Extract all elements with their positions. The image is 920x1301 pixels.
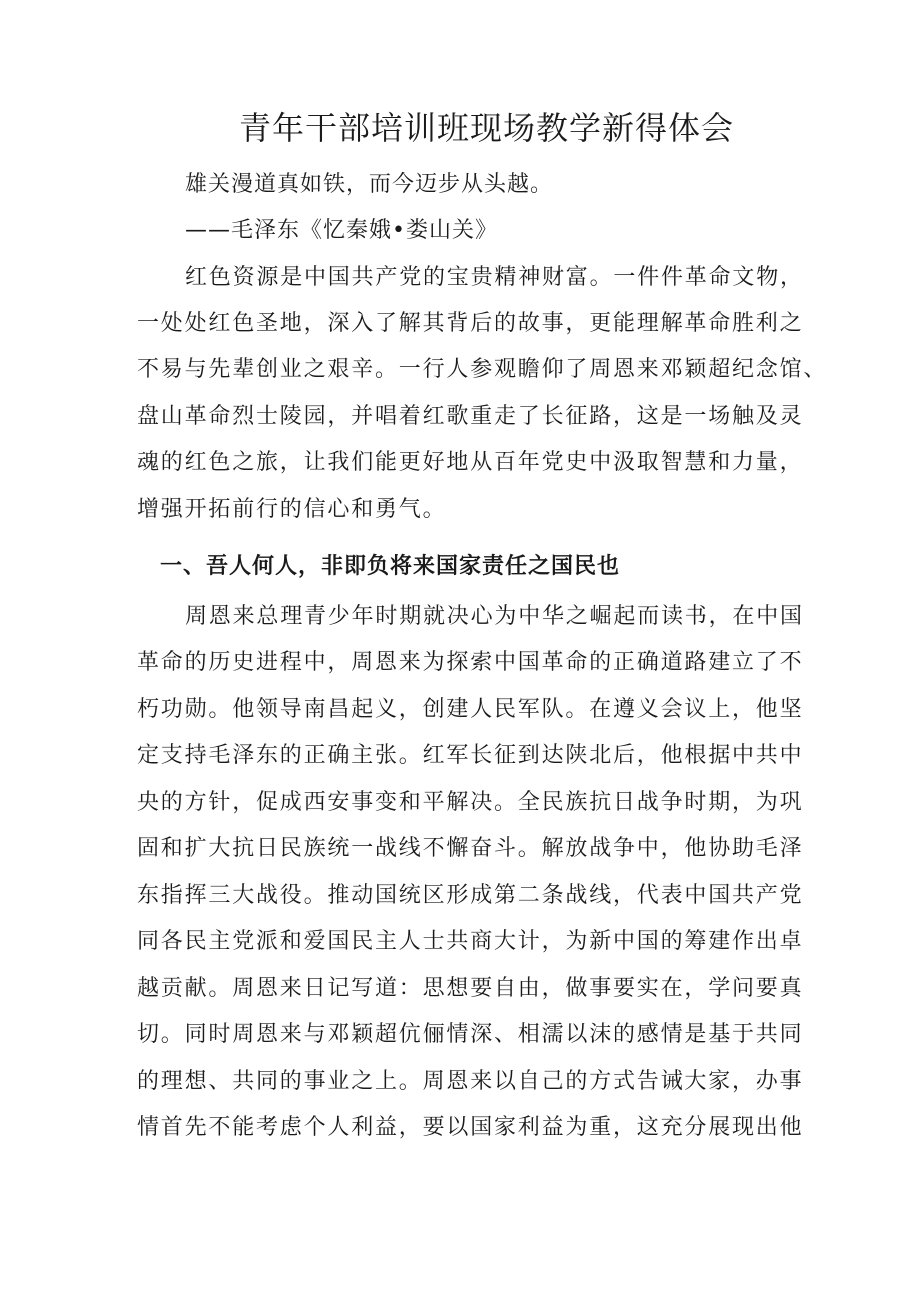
paragraph-line: 革命的历史进程中，周恩来为探索中国革命的正确道路建立了不 [137, 650, 804, 675]
epigraph-attribution: ——毛泽东《忆秦娥•娄山关》 [185, 218, 498, 243]
paragraph-line: 固和扩大抗日民族统一战线不懈奋斗。解放战争中，他协助毛泽 [137, 836, 804, 861]
paragraph-line: 越贡献。周恩来日记写道：思想要自由，做事要实在，学问要真 [137, 976, 804, 1001]
paragraph-line: 东指挥三大战役。推动国统区形成第二条战线，代表中国共产党 [137, 883, 804, 908]
paragraph-line: 情首先不能考虑个人利益，要以国家利益为重，这充分展现出他 [137, 1115, 804, 1140]
paragraph-line: 央的方针，促成西安事变和平解决。全民族抗日战争时期，为巩 [137, 790, 804, 815]
paragraph-line: 不易与先辈创业之艰辛。一行人参观瞻仰了周恩来邓颖超纪念馆、 [137, 357, 828, 382]
section-heading: 一、吾人何人，非即负将来国家责任之国民也 [160, 554, 621, 579]
paragraph-line: 朽功勋。他领导南昌起义，创建人民军队。在遵义会议上，他坚 [137, 697, 804, 722]
paragraph-line: 定支持毛泽东的正确主张。红军长征到达陕北后，他根据中共中 [137, 743, 804, 768]
paragraph-line: 同各民主党派和爱国民主人士共商大计，为新中国的筹建作出卓 [137, 929, 804, 954]
paragraph-line: 增强开拓前行的信心和勇气。 [137, 497, 447, 522]
paragraph-line: 魂的红色之旅，让我们能更好地从百年党史中汲取智慧和力量， [137, 450, 804, 475]
paragraph-line: 红色资源是中国共产党的宝贵精神财富。一件件革命文物， [185, 265, 804, 290]
document-title: 青年干部培训班现场教学新得体会 [238, 109, 734, 147]
paragraph-line: 切。同时周恩来与邓颖超伉俪情深、相濡以沫的感情是基于共同 [137, 1022, 804, 1047]
paragraph-line: 一处处红色圣地，深入了解其背后的故事，更能理解革命胜利之 [137, 311, 804, 336]
paragraph-line: 周恩来总理青少年时期就决心为中华之崛起而读书，在中国 [185, 604, 804, 629]
paragraph-line: 的理想、共同的事业之上。周恩来以自己的方式告诫大家，办事 [137, 1069, 804, 1094]
epigraph-verse: 雄关漫道真如铁，而今迈步从头越。 [185, 172, 554, 197]
paragraph-line: 盘山革命烈士陵园，并唱着红歌重走了长征路，这是一场触及灵 [137, 404, 804, 429]
